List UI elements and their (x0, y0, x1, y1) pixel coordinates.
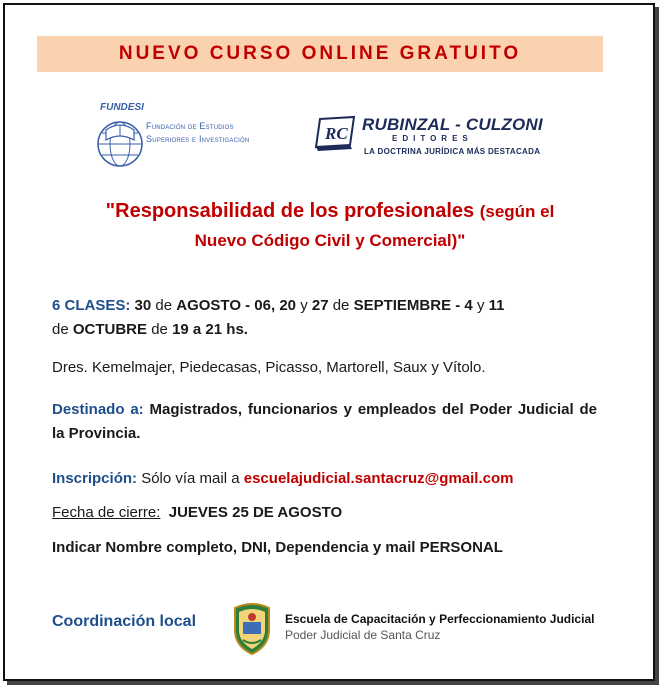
course-title (50, 197, 610, 255)
santa-cruz-shield (229, 600, 275, 656)
shield-icon (229, 600, 275, 656)
closing-date (52, 501, 597, 525)
fundesi-mark: FUNDESI (100, 102, 144, 113)
text-y: y (476, 297, 485, 314)
fundesi-text (146, 120, 249, 146)
fundesi-line1: Fundación de Estudios (146, 121, 234, 131)
registration-email[interactable]: escuelajudicial.santacruz@gmail.com (243, 470, 514, 487)
rubinzal-tagline: LA DOCTRINA JURÍDICA MÁS DESTACADA (364, 147, 541, 156)
schedule (52, 294, 597, 342)
registration (52, 467, 622, 491)
instructions: Indicar Nombre completo, DNI, Dependencia y mail PERSONAL (52, 539, 503, 556)
text-de: de (155, 297, 173, 314)
school-org: Poder Judicial de Santa Cruz (285, 628, 441, 642)
text-de: de (332, 297, 350, 314)
coordination-label: Coordinación local (52, 613, 197, 630)
text-y: y (300, 297, 308, 314)
registration-text: Sólo vía mail a (141, 470, 240, 487)
classes-label: 6 CLASES: (52, 297, 131, 314)
rc-mark: RC (325, 124, 348, 143)
course-title-paren: (según el (479, 202, 555, 221)
hours: 19 a 21 hs. (172, 321, 248, 338)
school-name: Escuela de Capacitación y Perfeccionamiento Judicial (285, 612, 595, 626)
banner: NUEVO CURSO ONLINE GRATUITO (37, 36, 603, 72)
date-2: 27 (311, 297, 329, 314)
course-title-line2: Nuevo Código Civil y Comercial)" (194, 231, 466, 250)
date-1: 30 (134, 297, 152, 314)
rubinzal-name: RUBINZAL - CULZONI (362, 115, 543, 134)
registration-label: Inscripción: (52, 470, 138, 487)
audience-text: Magistrados, funcionarios y empleados del Poder Judicial de la Provincia. (52, 401, 598, 442)
text-de: de (151, 321, 168, 338)
rubinzal-sub: EDITORES (392, 134, 473, 143)
month-1: AGOSTO - 06, 20 (176, 297, 297, 314)
rc-book-icon (314, 115, 358, 153)
month-2: SEPTIEMBRE - 4 (353, 297, 473, 314)
closing-value: JUEVES 25 DE AGOSTO (168, 504, 343, 521)
course-title-main: "Responsabilidad de los profesionales (105, 200, 475, 222)
date-3: 11 (488, 297, 505, 314)
text-de: de (52, 321, 69, 338)
month-3: OCTUBRE (72, 321, 148, 338)
closing-label: Fecha de cierre: (52, 504, 161, 521)
rubinzal-logo (314, 115, 358, 153)
fundesi-line2: Superiores e Investigación (146, 134, 250, 144)
speakers: Dres. Kemelmajer, Piedecasas, Picasso, Martorell, Saux y Vítolo. (52, 359, 486, 376)
audience-label: Destinado a: (52, 401, 144, 418)
audience (52, 398, 597, 446)
